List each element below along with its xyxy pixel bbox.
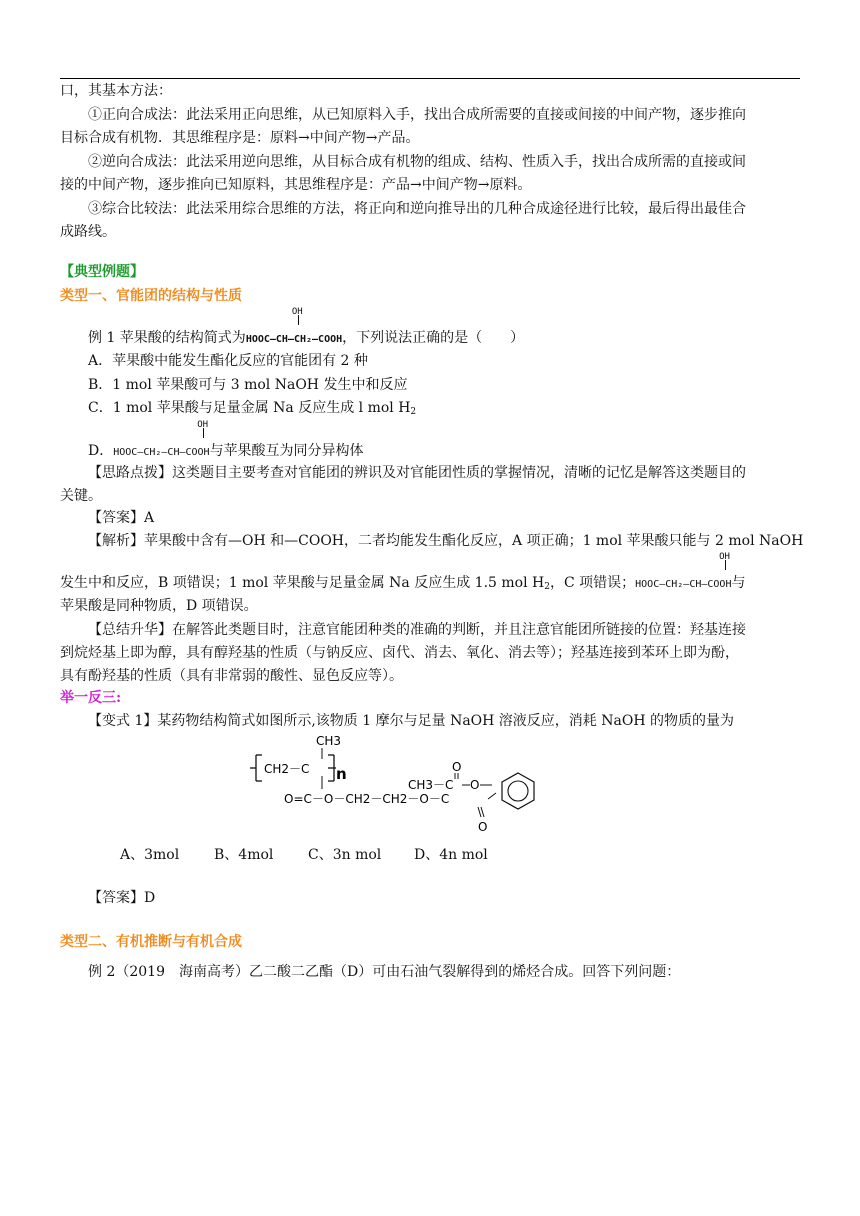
variant-1-answer: 【答案】D [88, 890, 156, 906]
heading-type-2: 类型二、有机推断与有机合成 [60, 934, 242, 950]
ester-chain-label: O=C－O－CH2－CH2－O－C [284, 792, 450, 806]
ring-o-label: O [470, 778, 480, 792]
option-c-text: C．1 mol 苹果酸与足量金属 Na 反应生成 l mol H [88, 400, 411, 416]
option-d-main-chain: HOOC—CH₂—CH—COOH [113, 447, 210, 458]
analysis-line-3: 苹果酸是同种物质，D 项错误。 [60, 598, 258, 614]
method-3-line-2: 成路线。 [60, 224, 116, 240]
option-d-prefix: D． [88, 443, 114, 459]
method-3-line-1: ③综合比较法：此法采用综合思维的方法，将正向和逆向推导出的几种合成途径进行比较，最后得出最佳合 [88, 201, 746, 217]
method-2-line-1: ②逆向合成法：此法采用逆向思维，从目标合成有机物的组成、结构、性质入手，找出合成所需的直接或间 [88, 154, 746, 170]
heading-typical-examples: 【典型例题】 [60, 264, 144, 280]
option-d-formula [113, 420, 210, 463]
carbonyl-o-bottom: O [478, 820, 488, 834]
variant-option-c: C、3n mol [308, 847, 382, 863]
header-rule [60, 78, 800, 79]
variant-option-b: B、4mol [214, 847, 274, 863]
variant-1-options [120, 845, 488, 865]
option-d [88, 420, 364, 463]
analysis-line-2-mid: ，C 项错误； [549, 575, 636, 591]
analysis-line-2-text: 发生中和反应，B 项错误；1 mol 苹果酸与足量金属 Na 反应生成 1.5 mol H [60, 575, 545, 591]
option-b: B．1 mol 苹果酸可与 3 mol NaOH 发生中和反应 [88, 377, 408, 393]
option-a: A．苹果酸中能发生酯化反应的官能团有 2 种 [88, 353, 368, 369]
option-d-oh: OH [197, 420, 209, 430]
drug-structure-diagram [250, 733, 550, 837]
analysis-formula-main: HOOC—CH₂—CH—COOH [635, 579, 732, 590]
summary-line-3: 具有酚羟基的性质（具有非常弱的酸性、显色反应等）。 [60, 668, 403, 684]
summary-line-1: 【总结升华】在解答此类题目时，注意官能团种类的准确的判断，并且注意官能团所链接的位置：羟基连接 [88, 622, 746, 638]
example-1-answer: 【答案】A [88, 510, 155, 526]
example-1-prefix: 例 1 苹果酸的结构简式为 [88, 330, 246, 346]
hint-line-1: 【思路点拨】这类题目主要考查对官能团的辨识及对官能团性质的掌握情况，清晰的记忆是解答这类题目的 [88, 465, 746, 481]
hint-line-2: 关键。 [60, 488, 102, 504]
summary-line-2: 到烷烃基上即为醇，具有醇羟基的性质（与钠反应、卤代、消去、氧化、消去等）；羟基连接到苯环上即为酚， [60, 645, 739, 661]
example-1-suffix: ，下列说法正确的是（ ） [342, 330, 525, 346]
acetyl-label: CH3－C [408, 778, 454, 792]
variant-option-d: D、4n mol [414, 847, 488, 863]
variant-1-question: 【变式 1】某药物结构简式如图所示,该物质 1 摩尔与足量 NaOH 溶液反应，消耗 NaOH 的物质的量为 [88, 713, 734, 729]
analysis-formula-bond [725, 560, 726, 570]
analysis-subscript: 2 [544, 582, 550, 592]
malic-acid-oh: OH [291, 307, 303, 317]
analysis-line-2 [60, 552, 746, 597]
analysis-formula-oh: OH [719, 552, 730, 562]
variant-option-a: A、3mol [120, 847, 180, 863]
option-c-subscript: 2 [410, 407, 417, 417]
analysis-formula [635, 552, 732, 595]
option-d-bond [203, 428, 204, 438]
method-1-line-2: 目标合成有机物．其思维程序是：原料→中间产物→产品。 [60, 130, 420, 146]
malic-acid-main-chain: HOOC—CH—CH₂—COOH [245, 334, 343, 345]
ch3-top-label: CH3 [316, 734, 342, 748]
intro-line: 口，其基本方法： [60, 83, 172, 99]
method-2-line-2: 接的中间产物，逐步推向已知原料，其思维程序是：产品→中间产物→原料。 [60, 177, 532, 193]
analysis-line-1: 【解析】苹果酸中含有—OH 和—COOH，二者均能发生酯化反应，A 项正确；1 mol 苹果酸只能与 2 mol NaOH [88, 533, 804, 549]
malic-acid-bond [298, 315, 299, 325]
option-d-suffix: 与苹果酸互为同分异构体 [209, 443, 364, 459]
analysis-line-2-end: 与 [731, 575, 746, 591]
malic-acid-formula [245, 307, 343, 350]
carbonyl-o-top: O [452, 760, 462, 774]
heading-type-1: 类型一、官能团的结构与性质 [60, 288, 242, 304]
benzene-ring [502, 773, 534, 809]
chain-label: CH2－C [264, 762, 310, 776]
method-1-line-1: ①正向合成法：此法采用正向思维，从已知原料入手，找出合成所需要的直接或间接的中间产物，逐步推向 [88, 107, 746, 123]
heading-practice: 举一反三: [60, 690, 122, 706]
option-c [88, 398, 416, 422]
repeat-n-label: n [336, 765, 347, 783]
example-2-question: 例 2（2019 海南高考）乙二酸二乙酯（D）可由石油气裂解得到的烯烃合成。回答下列问题： [88, 964, 681, 980]
example-1-question [88, 307, 525, 350]
